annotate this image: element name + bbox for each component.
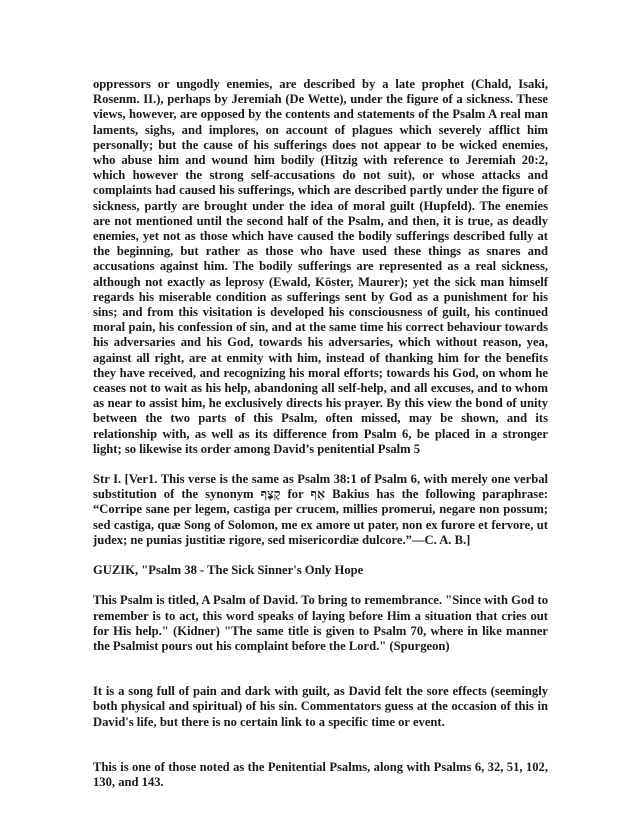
commentary-paragraph: oppressors or ungodly enemies, are described by a late prophet (Chald, Isaki, Rosenm. II.), perhaps by Jeremiah (De Wette), under the figure of a sickness. These views, however, are opposed by the contents and statements of the Psalm A real man laments, sighs, and implores, on account of plagues which severely afflict him personally; but the cause of his sufferings does not appear to be wicked enemies, who abuse him and wound him bodily (Hitzig with reference to Jeremiah 20:2, which however the strong self-accusations do not suit), or whose attacks and complaints had caused his sufferings, which are described partly under the figure of sickness, partly are brought under the idea of moral guilt (Hupfeld). The enemies are not mentioned until the second half of the Psalm, and then, it is true, as deadly enemies, yet not as those which have caused the bodily sufferings described fully at the beginning, but rather as those who have used these things as snares and accusations against him. The bodily sufferings are represented as a real sickness, although not exactly as leprosy (Ewald, Köster, Maurer); yet the sick man himself regards his miserable condition as sufferings sent by God as a punishment for his sins; and from this visitation is developed his consciousness of guilt, his continued moral pain, his confession of sin, and at the same time his correct behaviour towards his adversaries and his God, towards his adversaries, which without reason, yea, against all right, are at enmity with him, instead of thanking him for the benefits they have received, and recognizing his moral efforts; towards his God, on whom he ceases not to wait as his help, abandoning all self-help, and all excuses, and to whom as near to assist him, he exclusively directs his prayer. By this view the bond of unity between the two parts of this Psalm, often missed, may be shown, and its relationship with, as well as its difference from Psalm 6, be placed in a stronger light; so likewise its order among David’s penitential Psalm 5 bbox=[93, 77, 548, 456]
paragraph-spacer bbox=[93, 654, 548, 684]
context-paragraph: It is a song full of pain and dark with guilt, as David felt the sore effects (seemingly both physical and spiritual) of his sin. Commentators guess at the occasion of this in David's life, but there is no certain link to a specific time or event. bbox=[93, 684, 548, 729]
section-heading: GUZIK, "Psalm 38 - The Sick Sinner's Only Hope bbox=[93, 563, 364, 578]
document-page bbox=[93, 77, 548, 790]
paragraph-spacer bbox=[93, 578, 548, 593]
title-paragraph: This Psalm is titled, A Psalm of David. To bring to remembrance. "Since with God to remember is to act, this word speaks of laying before Him a situation that cries out for His help." (Kidner) "The same title is given to Psalm 70, where in like manner the Psalmist pours out his complaint before the Lord." (Spurgeon) bbox=[93, 593, 548, 653]
paragraph-spacer bbox=[93, 457, 548, 472]
paragraph-spacer bbox=[93, 548, 548, 563]
penitential-paragraph: This is one of those noted as the Penitential Psalms, along with Psalms 6, 32, 51, 102, 130, and 143. bbox=[93, 759, 548, 789]
verse-note-paragraph: Str I. [Ver1. This verse is the same as Psalm 38:1 of Psalm 6, with merely one verbal substitution of the synonym קֶצֶף for אַף Bakius has the following paraphrase: “Corripe sane per legem, castiga per crucem, millies promerui, negare non possum; sed castiga, quæ Song of Solomon, me ex amore ut pater, non ex furore et fervore, ut judex; ne punias justitiæ rigore, sed misericordiæ dulcore.”—C. A. B.] bbox=[93, 472, 548, 547]
paragraph-spacer bbox=[93, 730, 548, 760]
